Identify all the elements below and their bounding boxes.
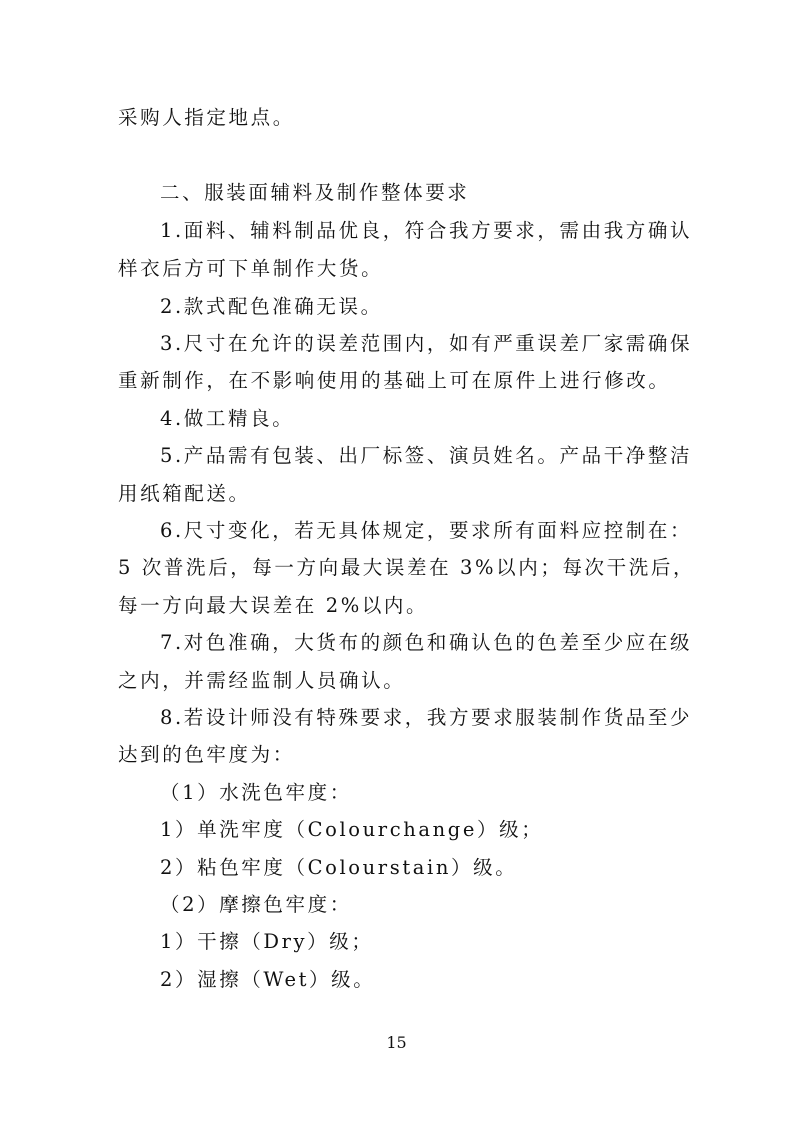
page-number: 15 [386,1033,407,1052]
list-item: 1）单洗牢度（Colourchange）级； [160,818,544,841]
paragraph-line: 6.尺寸变化，若无具体规定，要求所有面料应控制在： [160,519,693,542]
paragraph-line: 达到的色牢度为： [118,743,295,766]
paragraph-line: 样衣后方可下单制作大货。 [118,257,384,280]
paragraph-line: 7.对色准确，大货布的颜色和确认色的色差至少应在级 [160,631,693,654]
paragraph-line: 之内，并需经监制人员确认。 [118,669,406,692]
paragraph-line: 4.做工精良。 [160,407,295,430]
paragraph-line: 用纸箱配送。 [118,482,251,505]
paragraph-line: 8.若设计师没有特殊要求，我方要求服装制作货品至少 [160,706,693,729]
paragraph-line: 采购人指定地点。 [118,106,295,129]
paragraph-line: 每一方向最大误差在 2%以内。 [118,594,429,617]
section-heading: 二、服装面辅料及制作整体要求 [160,181,470,204]
list-item: 2）粘色牢度（Colourstain）级。 [160,856,518,879]
paragraph-line: 2.款式配色准确无误。 [160,295,383,318]
paragraph-line: 重新制作，在不影响使用的基础上可在原件上进行修改。 [118,369,671,392]
paragraph-line: 1.面料、辅料制品优良，符合我方要求，需由我方确认 [160,219,693,242]
sub-heading: （2）摩擦色牢度： [160,893,352,916]
paragraph-line: 3.尺寸在允许的误差范围内，如有严重误差厂家需确保 [160,332,693,355]
paragraph-line: 5.产品需有包装、出厂标签、演员姓名。产品干净整洁 [160,444,693,467]
sub-heading: （1）水洗色牢度： [160,781,352,804]
list-item: 1）干擦（Dry）级； [160,930,374,953]
list-item: 2）湿擦（Wet）级。 [160,968,376,991]
paragraph-line: 5 次普洗后，每一方向最大误差在 3%以内；每次干洗后， [118,556,696,579]
